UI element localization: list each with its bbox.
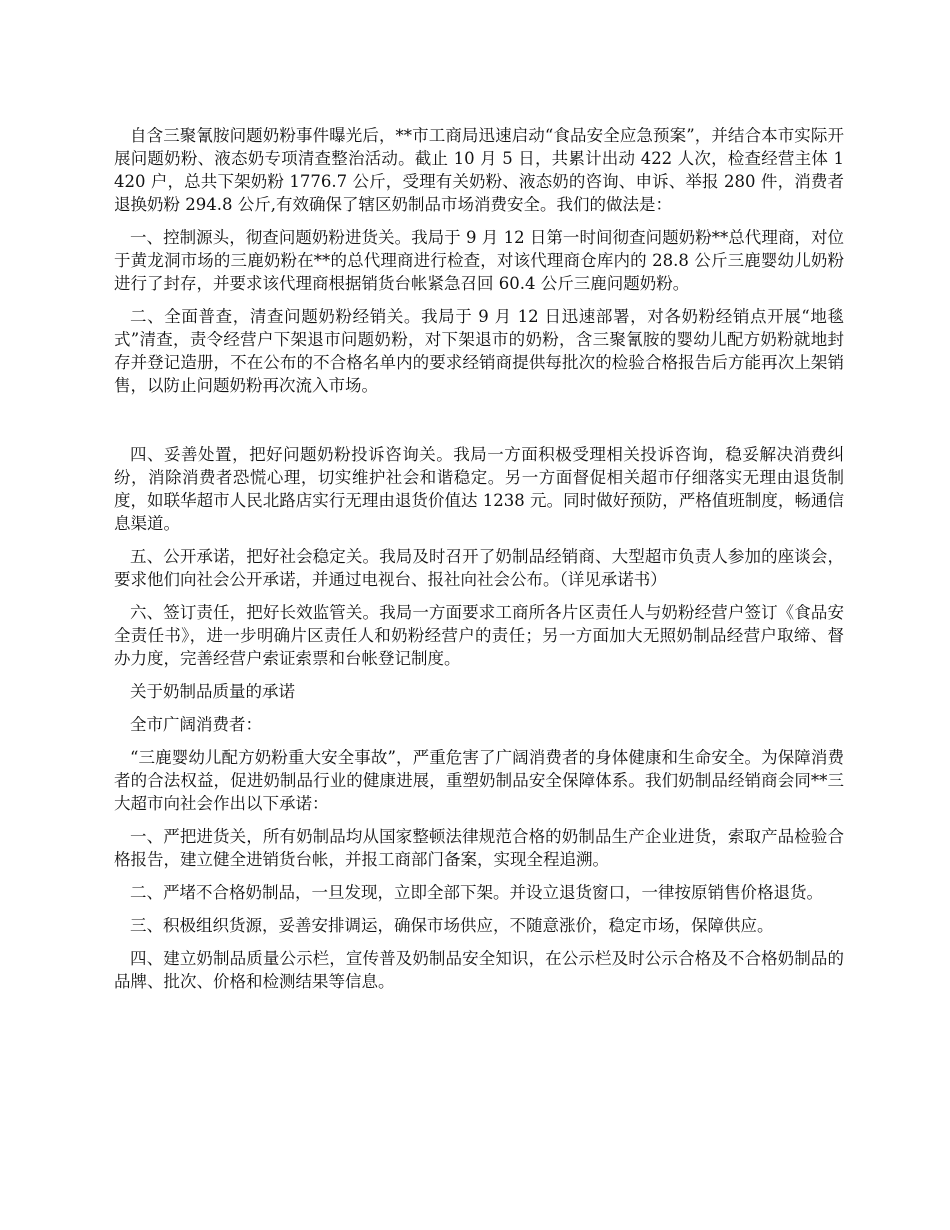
pledge-item-3: 三、积极组织货源，妥善安排调运，确保市场供应，不随意涨价，稳定市场，保障供应。	[130, 916, 774, 935]
pledge-item-2: 二、严堵不合格奶制品，一旦发现，立即全部下架。并设立退货窗口，一律按原销售价格退货。	[130, 883, 823, 902]
pledge-salutation: 全市广阔消费者：	[130, 715, 262, 734]
intro-paragraph: 自含三聚氰胺问题奶粉事件曝光后，**市工商局迅速启动“食品安全应急预案”，并结合本市实际开展问题奶粉、液态奶专项清查整治活动。截止 10 月 5 日，共累计出动 422 人次，检查经营主体 1420 户，总共下架奶粉 1776.7 公斤，受理有关奶粉、液态奶的咨询、申诉、举报 280 件，消费者退换奶粉 294.8 公斤,有效确保了辖区奶制品市场消费安全。我们的做法是：	[114, 126, 844, 214]
document-page	[114, 124, 844, 1003]
measure-1-paragraph: 一、控制源头，彻查问题奶粉进货关。我局于 9 月 12 日第一时间彻查问题奶粉**总代理商，对位于黄龙洞市场的三鹿奶粉在**的总代理商进行检查，对该代理商仓库内的 28.8 公斤三鹿婴幼儿奶粉进行了封存，并要求该代理商根据销货台帐紧急召回 60.4 公斤三鹿问题奶粉。	[114, 228, 844, 293]
section-gap	[114, 407, 844, 443]
pledge-intro-paragraph: “三鹿婴幼儿配方奶粉重大安全事故”，严重危害了广阔消费者的身体健康和生命安全。为保障消费者的合法权益，促进奶制品行业的健康进展，重塑奶制品安全保障体系。我们奶制品经销商会同**三大超市向社会作出以下承诺：	[114, 748, 844, 813]
measure-4-paragraph: 四、妥善处置，把好问题奶粉投诉咨询关。我局一方面积极受理相关投诉咨询，稳妥解决消费纠纷，消除消费者恐慌心理，切实维护社会和谐稳定。另一方面督促相关超市仔细落实无理由退货制度，如联华超市人民北路店实行无理由退货价值达 1238 元。同时做好预防，严格值班制度，畅通信息渠道。	[114, 445, 844, 533]
measure-6-paragraph: 六、签订责任，把好长效监管关。我局一方面要求工商所各片区责任人与奶粉经营户签订《食品安全责任书》，进一步明确片区责任人和奶粉经营户的责任；另一方面加大无照奶制品经营户取缔、督办力度，完善经营户索证索票和台帐登记制度。	[114, 603, 844, 668]
measure-5-paragraph: 五、公开承诺，把好社会稳定关。我局及时召开了奶制品经销商、大型超市负责人参加的座谈会，要求他们向社会公开承诺，并通过电视台、报社向社会公布。（详见承诺书）	[114, 547, 844, 589]
measure-2-paragraph: 二、全面普查，清查问题奶粉经销关。我局于 9 月 12 日迅速部署，对各奶粉经销点开展“地毯式”清查，责令经营户下架退市问题奶粉，对下架退市的奶粉，含三聚氰胺的婴幼儿配方奶粉就地封存并登记造册，不在公布的不合格名单内的要求经销商提供每批次的检验合格报告后方能再次上架销售，以防止问题奶粉再次流入市场。	[114, 307, 844, 395]
pledge-item-1: 一、严把进货关，所有奶制品均从国家整顿法律规范合格的奶制品生产企业进货，索取产品检验合格报告，建立健全进销货台帐，并报工商部门备案，实现全程追溯。	[114, 827, 844, 869]
pledge-item-4: 四、建立奶制品质量公示栏，宣传普及奶制品安全知识，在公示栏及时公示合格及不合格奶制品的品牌、批次、价格和检测结果等信息。	[114, 949, 844, 991]
pledge-title: 关于奶制品质量的承诺	[130, 682, 295, 701]
